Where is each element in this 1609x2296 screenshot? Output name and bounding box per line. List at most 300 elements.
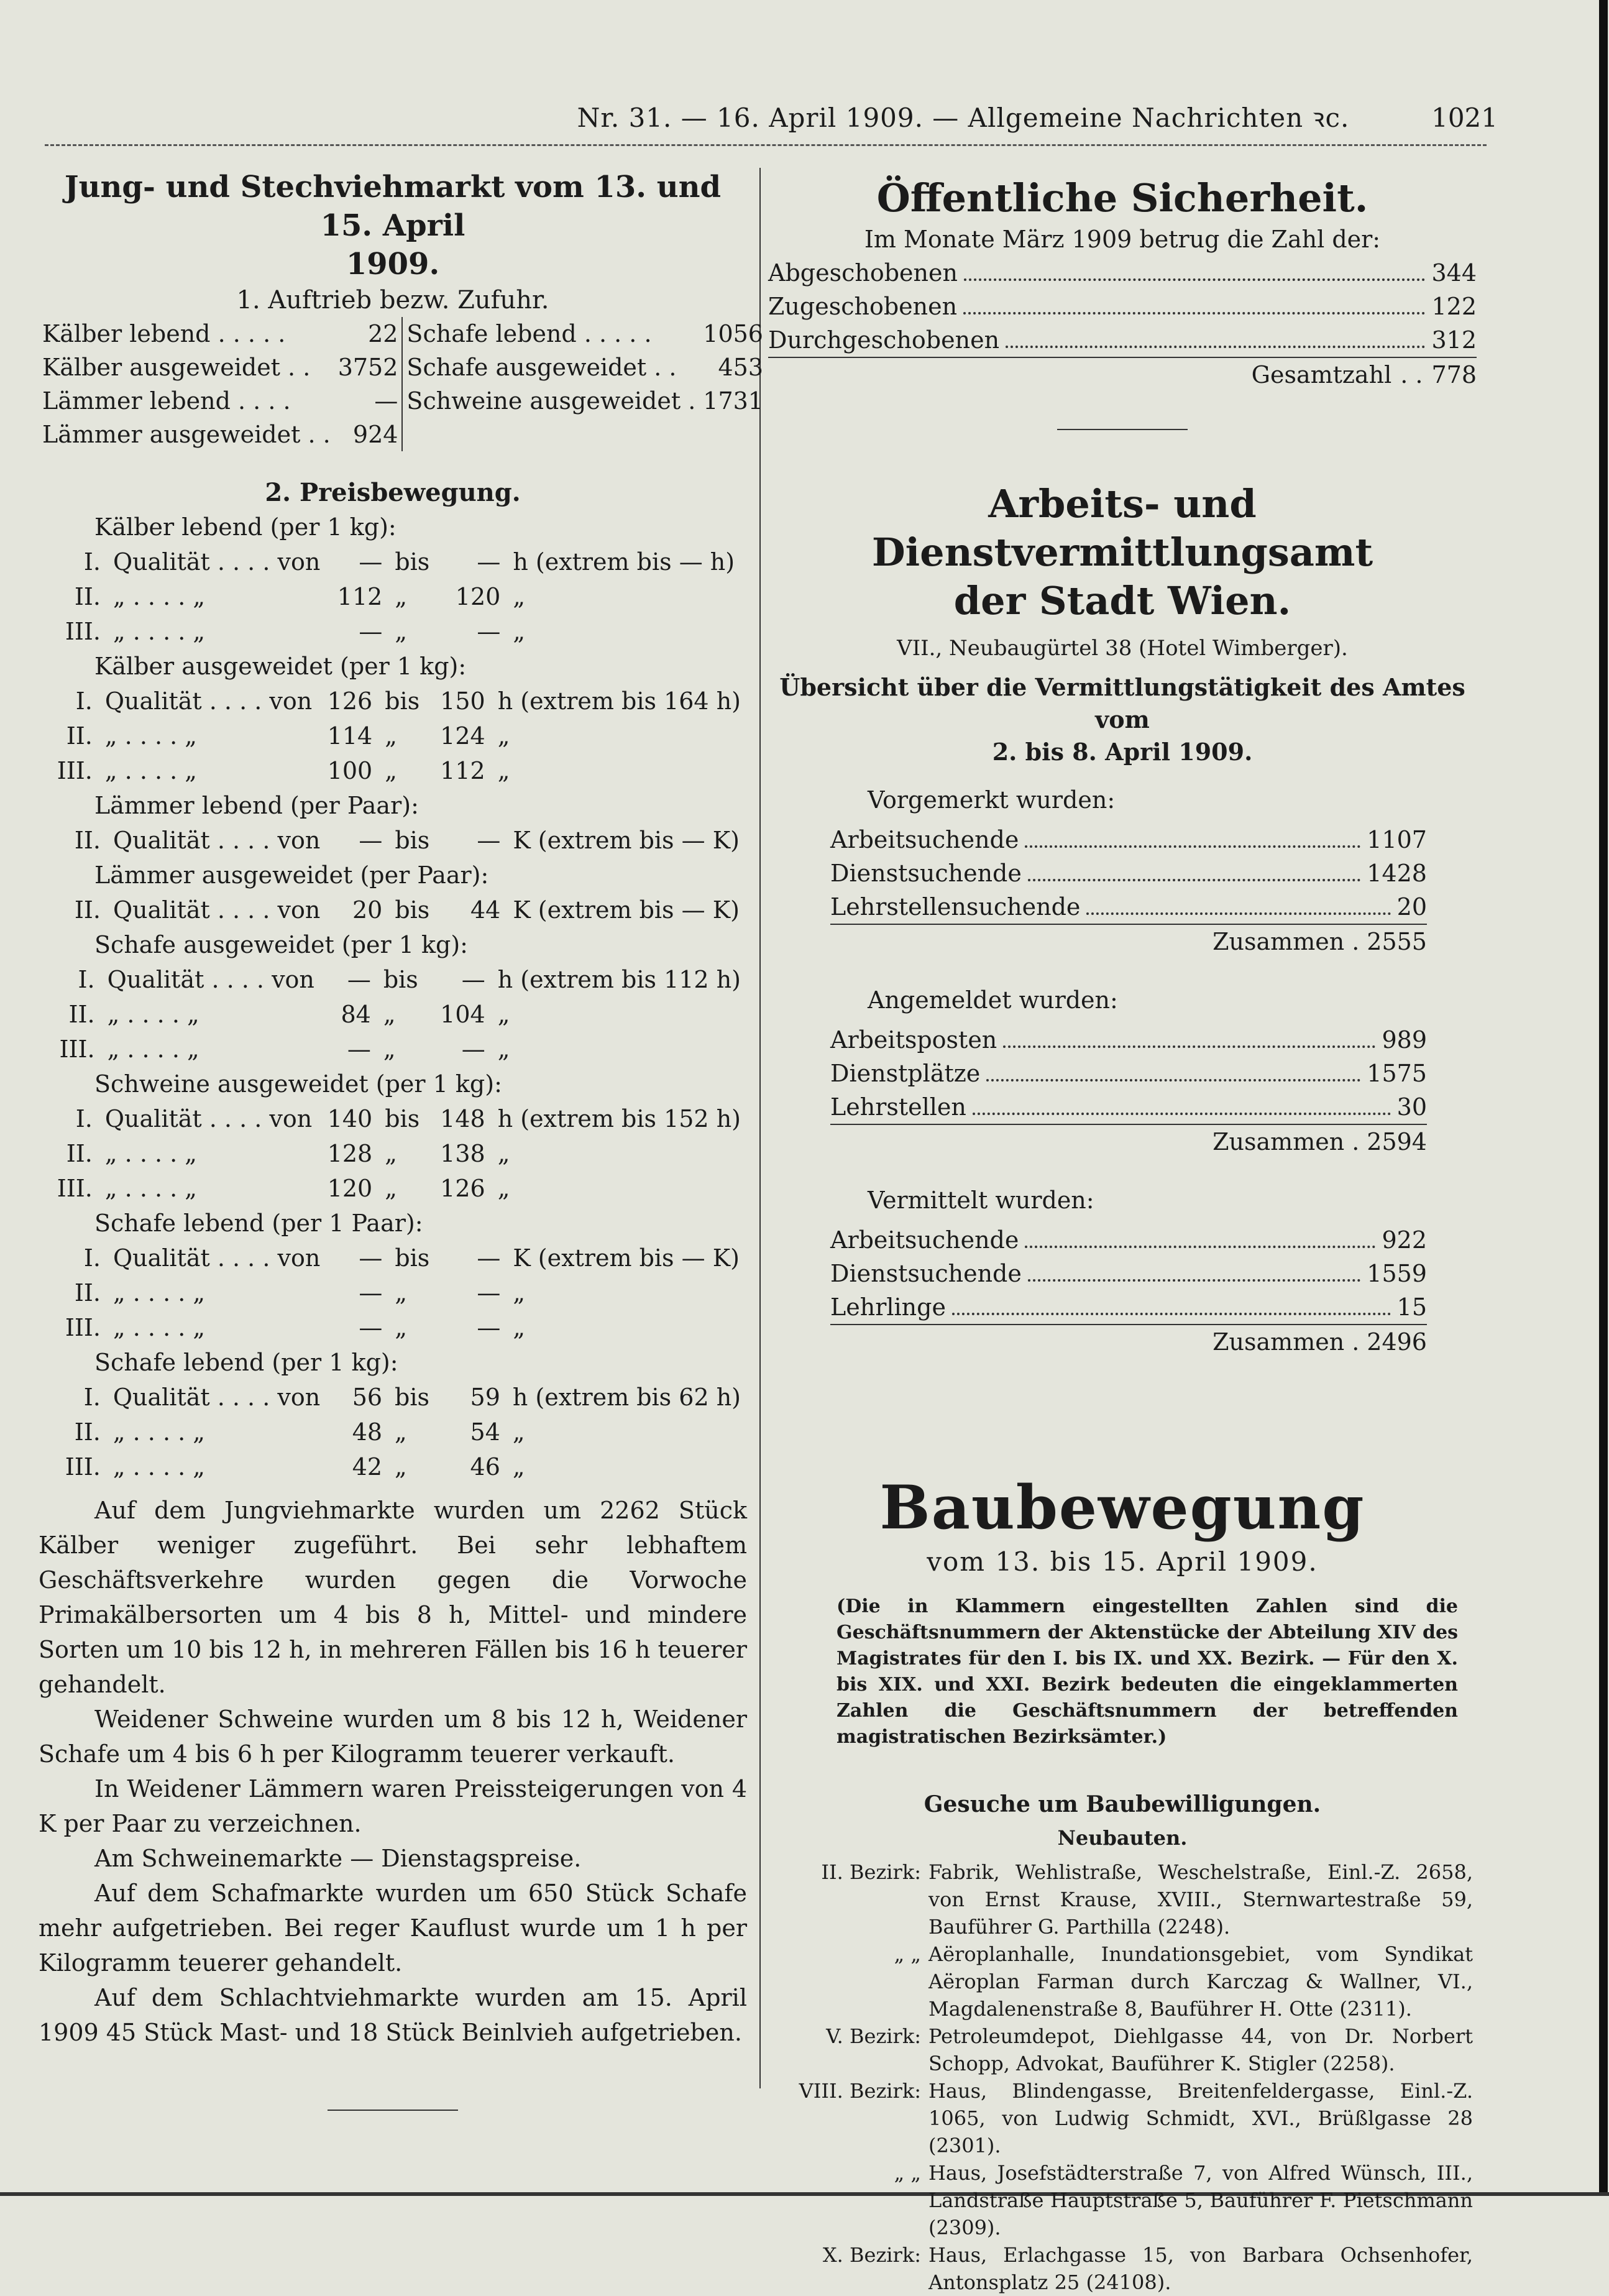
price-class: II. <box>66 1140 93 1167</box>
price-class: III. <box>65 618 101 645</box>
price-class: II. <box>74 1418 101 1446</box>
sicherheit-total-value: 778 <box>1431 361 1477 388</box>
price-bis: bis <box>385 1105 420 1132</box>
price-class: I. <box>75 1105 93 1132</box>
price-extreme: h (extrem bis 164 h) <box>497 687 741 715</box>
amt-row-label: Lehrstellen <box>830 1093 966 1121</box>
amt-row-label: Dienstplätze <box>830 1060 981 1087</box>
amt-total-value: 2555 <box>1367 928 1427 955</box>
amt-row-value: 15 <box>1396 1293 1427 1321</box>
price-to: 112 <box>440 757 485 784</box>
price-to: 126 <box>440 1175 485 1202</box>
price-from: — <box>359 618 383 645</box>
price-quality: „ . . . . „ <box>112 1453 205 1481</box>
price-from: — <box>347 1035 371 1063</box>
bezirk-key: X. Bezirk: <box>822 2243 921 2267</box>
price-from: — <box>359 1244 383 1272</box>
auftrieb-right-value <box>699 418 767 451</box>
price-bis: „ <box>395 1279 408 1306</box>
amt-overview <box>768 671 1477 768</box>
leader-dots <box>952 1313 1391 1315</box>
amt-block <box>830 783 1427 958</box>
baubewegung-title: Baubewegung <box>879 1472 1365 1543</box>
price-extreme: „ <box>497 722 510 750</box>
price-bis: bis <box>383 966 418 993</box>
price-class: III. <box>57 757 93 784</box>
leader-dots <box>1003 1045 1375 1048</box>
price-group-heading: Schweine ausgeweidet (per 1 kg): <box>94 1070 502 1098</box>
price-quality: Qualität . . . . von <box>112 1384 321 1411</box>
report-paragraph: Auf dem Schafmarkte wurden um 650 Stück Schafe mehr aufgetrieben. Bei reger Kauflust wurde um 1 h per Kilogramm teuerer gehandelt. <box>39 1880 747 1977</box>
price-row <box>39 1449 747 1484</box>
price-class: III. <box>59 1035 95 1063</box>
price-from: 84 <box>341 1001 371 1028</box>
bezirk-key: II. Bezirk: <box>821 1860 921 1884</box>
price-row <box>39 1171 747 1206</box>
price-to: 46 <box>470 1453 500 1481</box>
price-row <box>39 823 746 858</box>
price-class: II. <box>68 1001 95 1028</box>
price-bis: bis <box>395 896 430 924</box>
bezirk-text: Haus, Blindengasse, Breitenfeldergasse, Einl.-Z. 1065, von Ludwig Schmidt, XVI., Brüßlgasse 28 (2301). <box>928 2079 1473 2157</box>
price-from: 114 <box>327 722 373 750</box>
price-from: — <box>359 1314 383 1341</box>
price-bis: „ <box>383 1035 396 1063</box>
amt-row-label: Dienstsuchende <box>830 1260 1022 1287</box>
amt-row-label: Lehrstellensuchende <box>830 893 1081 921</box>
amt-row-value: 1107 <box>1367 826 1427 853</box>
price-extreme: „ <box>512 1418 525 1446</box>
price-extreme: „ <box>513 583 526 610</box>
market-title-line2: 1909. <box>346 247 440 282</box>
price-row <box>39 962 747 997</box>
amt-row-value: 989 <box>1382 1026 1427 1054</box>
price-row <box>39 1415 747 1449</box>
price-to: 59 <box>470 1384 500 1411</box>
report-paragraph: Auf dem Jungviehmarkte wurden um 2262 Stück Kälber weniger zugeführt. Bei sehr lebhaftem Geschäftsverkehre wurden gegen die Vorwoche Primakälbersorten um 4 bis 8 h, Mittel- und mindere Sorten um 10 bis 12 h, in mehreren Fällen bis 16 h teuerer gehandelt. <box>39 1497 747 1698</box>
price-quality: Qualität . . . . von <box>113 548 321 576</box>
price-bis: „ <box>385 722 397 750</box>
auftrieb-left-label: Lämmer ausgeweidet . . <box>42 421 331 448</box>
report-paragraph: In Weidener Lämmern waren Preissteigerungen von 4 K per Paar zu verzeichnen. <box>39 1775 747 1837</box>
price-class: I. <box>78 966 95 993</box>
amt-row <box>830 1090 1427 1125</box>
price-to: — <box>477 827 501 854</box>
auftrieb-right-value: 1731 <box>703 387 763 415</box>
amt-block-heading: Angemeldet wurden: <box>868 986 1118 1014</box>
price-row <box>39 1032 747 1067</box>
price-quality: Qualität . . . . von <box>113 1244 321 1272</box>
amt-title-line2: der Stadt Wien. <box>953 578 1291 623</box>
bezirk-entry <box>768 1858 1477 1940</box>
report-paragraph: Am Schweinemarkte — Dienstagspreise. <box>94 1845 582 1872</box>
price-to: 148 <box>440 1105 485 1132</box>
amt-total-row <box>830 1125 1427 1159</box>
amt-statistics <box>768 783 1477 1359</box>
price-quality: Qualität . . . . von <box>104 687 313 715</box>
price-row <box>39 614 741 649</box>
price-row <box>39 997 747 1032</box>
price-from: — <box>359 827 383 854</box>
amt-row-value: 1559 <box>1367 1260 1427 1287</box>
sicherheit-total-label: Gesamtzahl <box>1251 361 1392 388</box>
report-paragraph: Weidener Schweine wurden um 8 bis 12 h, Weidener Schafe um 4 bis 6 h per Kilogramm teuerer verkauft. <box>39 1706 747 1768</box>
amt-row-value: 1575 <box>1367 1060 1427 1087</box>
price-to: — <box>477 1244 501 1272</box>
preis-heading: 2. Preisbewegung. <box>265 478 521 507</box>
price-extreme: h (extrem bis 62 h) <box>512 1384 741 1411</box>
auftrieb-row <box>39 351 767 384</box>
price-row <box>39 719 747 753</box>
total-dot: . <box>1352 1328 1360 1356</box>
price-extreme: K (extrem bis — K) <box>513 896 740 924</box>
sicherheit-row <box>768 290 1477 323</box>
bezirk-entry <box>768 2077 1477 2159</box>
price-extreme: „ <box>497 1175 510 1202</box>
amt-row <box>830 856 1427 890</box>
price-to: 44 <box>470 896 501 924</box>
auftrieb-row <box>39 418 767 451</box>
section-end-rule <box>328 2110 458 2111</box>
price-from: — <box>359 1279 383 1306</box>
price-quality: „ . . . . „ <box>113 1314 206 1341</box>
price-row <box>39 1380 747 1415</box>
price-bis: bis <box>385 687 420 715</box>
sicherheit-value: 122 <box>1431 293 1477 320</box>
bezirk-text: Aëroplanhalle, Inundationsgebiet, vom Syndikat Aëroplan Farman durch Karczag & Wallner, VI., Magdalenenstraße 8, Bauführer H. Otte (2311). <box>928 1942 1473 2021</box>
price-extreme: „ <box>497 1140 510 1167</box>
price-bis: „ <box>395 1418 407 1446</box>
price-class: II. <box>74 583 101 610</box>
price-quality: „ . . . . „ <box>104 757 197 784</box>
bezirk-text: Haus, Erlachgasse 15, von Barbara Ochsenhofer, Antonsplatz 25 (24108). <box>928 2243 1473 2294</box>
sicherheit-label: Durchgeschobenen <box>768 326 1000 354</box>
auftrieb-right-label: Schafe ausgeweidet . . <box>402 351 699 384</box>
amt-row <box>830 1057 1427 1090</box>
price-quality: Qualität . . . . von <box>113 896 321 924</box>
price-quality: Qualität . . . . von <box>104 1105 313 1132</box>
price-group-heading: Lämmer lebend (per Paar): <box>94 792 419 819</box>
price-bis: „ <box>395 618 408 645</box>
leader-dots <box>964 278 1426 281</box>
price-extreme: „ <box>513 1314 526 1341</box>
bezirk-entry <box>768 2159 1477 2241</box>
auftrieb-left-value: — <box>374 387 398 415</box>
amt-total-label: Zusammen <box>1212 928 1345 955</box>
auftrieb-left-label: Kälber lebend . . . . . <box>42 320 286 347</box>
page-number: 1021 <box>1431 103 1498 133</box>
price-extreme: h (extrem bis 112 h) <box>497 966 741 993</box>
sicherheit-label: Abgeschobenen <box>768 259 958 287</box>
leader-dots <box>986 1079 1360 1081</box>
price-row <box>39 684 747 719</box>
amt-row-label: Dienstsuchende <box>830 860 1022 887</box>
sicherheit-intro: Im Monate März 1909 betrug die Zahl der: <box>864 226 1381 253</box>
price-to: 150 <box>440 687 485 715</box>
amt-block <box>830 983 1427 1159</box>
price-group-heading: Schafe ausgeweidet (per 1 kg): <box>94 931 468 958</box>
price-quality: „ . . . . „ <box>104 1175 197 1202</box>
sicherheit-label: Zugeschobenen <box>768 293 958 320</box>
sicherheit-row <box>768 323 1477 358</box>
baubewegung-note: (Die in Klammern eingestellten Zahlen sind die Geschäftsnummern der Aktenstücke der Abteilung XIV des Magistrates für den I. bis IX. und XX. Bezirk. — Für den X. bis XIX. und XXI. Bezirk bedeuten die eingeklammerten Zahlen die Geschäftsnummern der betreffenden magistratischen Bezirksämter.) <box>837 1596 1458 1748</box>
price-class: III. <box>65 1314 101 1341</box>
price-quality: „ . . . . „ <box>113 583 206 610</box>
bezirk-entry <box>768 2023 1477 2077</box>
leader-dots <box>1028 879 1360 881</box>
price-class: II. <box>74 896 101 924</box>
report-paragraph: Auf dem Schlachtviehmarkte wurden am 15. April 1909 45 Stück Mast- und 18 Stück Beinlvieh aufgetrieben. <box>39 1984 747 2046</box>
price-bis: „ <box>385 1140 397 1167</box>
amt-row-value: 20 <box>1396 893 1427 921</box>
price-quality: „ . . . . „ <box>104 1140 197 1167</box>
price-group-heading: Kälber lebend (per 1 kg): <box>94 513 397 541</box>
auftrieb-table <box>39 317 767 451</box>
bezirk-text: Fabrik, Wehlistraße, Weschelstraße, Einl.-Z. 2658, von Ernst Krause, XVIII., Sternwartestraße 59, Bauführer G. Parthilla (2248). <box>928 1860 1473 1939</box>
price-to: 124 <box>440 722 485 750</box>
price-to: 104 <box>440 1001 485 1028</box>
auftrieb-row <box>39 384 767 418</box>
bezirk-table <box>768 1858 1477 2296</box>
price-bis: „ <box>385 757 397 784</box>
price-table <box>39 962 747 1067</box>
auftrieb-right-label <box>402 418 699 451</box>
auftrieb-row <box>39 317 767 351</box>
bezirk-entry <box>768 2241 1477 2296</box>
amt-total-row <box>830 1325 1427 1359</box>
running-header: Nr. 31. — 16. April 1909. — Allgemeine Nachrichten ꝛc. <box>577 103 1350 133</box>
amt-block-heading: Vermittelt wurden: <box>868 1187 1094 1214</box>
price-row <box>39 753 747 788</box>
price-from: — <box>359 548 383 576</box>
price-to: — <box>461 1035 485 1063</box>
price-table <box>39 1101 747 1206</box>
price-class: I. <box>83 1384 101 1411</box>
price-extreme: h (extrem bis — h) <box>513 548 735 576</box>
total-dots: . . <box>1400 361 1423 388</box>
amt-row <box>830 890 1427 925</box>
leader-dots <box>1025 1246 1375 1248</box>
auftrieb-left-value: 924 <box>352 421 398 448</box>
market-report <box>39 1493 747 2050</box>
total-dot: . <box>1352 1128 1360 1155</box>
price-class: III. <box>65 1453 101 1481</box>
price-group-heading: Schafe lebend (per 1 Paar): <box>94 1210 423 1237</box>
price-from: 126 <box>327 687 373 715</box>
amt-row-value: 30 <box>1396 1093 1427 1121</box>
price-quality: „ . . . . „ <box>112 1418 205 1446</box>
price-row <box>39 1136 747 1171</box>
bezirk-key: „ „ <box>894 1942 921 1966</box>
market-title-line1: Jung- und Stechviehmarkt vom 13. und 15. April <box>64 170 722 243</box>
price-extreme: „ <box>497 1035 510 1063</box>
price-group-heading: Lämmer ausgeweidet (per Paar): <box>94 861 489 889</box>
price-bis: „ <box>383 1001 396 1028</box>
price-class: II. <box>66 722 93 750</box>
amt-total-row <box>830 925 1427 958</box>
price-to: — <box>477 1279 501 1306</box>
price-groups <box>39 510 747 1484</box>
price-to: 54 <box>470 1418 500 1446</box>
price-table <box>39 823 746 858</box>
price-bis: bis <box>395 1244 430 1272</box>
amt-title-line1: Arbeits- und Dienstvermittlungsamt <box>871 481 1373 575</box>
price-row <box>39 893 746 927</box>
auftrieb-right-label: Schweine ausgeweidet . <box>402 384 699 418</box>
price-quality: „ . . . . „ <box>113 1279 206 1306</box>
sicherheit-row <box>768 256 1477 290</box>
price-table <box>39 684 747 788</box>
price-to: — <box>461 966 485 993</box>
amt-total-label: Zusammen <box>1212 1328 1345 1356</box>
auftrieb-left-value: 3752 <box>337 354 398 381</box>
amt-row-label: Arbeitsuchende <box>830 1226 1019 1254</box>
price-extreme: „ <box>512 1453 525 1481</box>
price-extreme: K (extrem bis — K) <box>513 1244 740 1272</box>
price-table <box>39 893 746 927</box>
price-table <box>39 544 741 649</box>
sicherheit-total-row <box>768 358 1477 392</box>
scan-edge <box>1599 0 1608 2196</box>
price-from: 112 <box>337 583 383 610</box>
price-quality: „ . . . . „ <box>104 722 197 750</box>
gesuche-heading: Gesuche um Baubewilligungen. <box>924 1791 1321 1817</box>
price-to: — <box>477 1314 501 1341</box>
price-row <box>39 1275 746 1310</box>
amt-total-label: Zusammen <box>1212 1128 1345 1155</box>
price-from: 42 <box>352 1453 383 1481</box>
price-to: — <box>477 548 501 576</box>
auftrieb-left-label: Kälber ausgeweidet . . <box>42 354 311 381</box>
price-class: II. <box>74 827 101 854</box>
price-row <box>39 1310 746 1345</box>
price-bis: „ <box>395 583 408 610</box>
auftrieb-heading: 1. Auftrieb bezw. Zufuhr. <box>236 286 549 315</box>
column-divider <box>759 168 761 2088</box>
auftrieb-right-value: 453 <box>718 354 763 381</box>
amt-row-value: 1428 <box>1367 860 1427 887</box>
price-quality: Qualität . . . . von <box>107 966 314 993</box>
price-from: 48 <box>352 1418 383 1446</box>
price-from: 128 <box>327 1140 373 1167</box>
bezirk-text: Haus, Josefstädterstraße 7, von Alfred Wünsch, III., Landstraße Hauptstraße 5, Bauführer F. Pietschmann (2309). <box>928 2161 1473 2239</box>
price-to: 120 <box>455 583 501 610</box>
price-table <box>39 1241 746 1345</box>
auftrieb-left-value: 22 <box>368 320 398 347</box>
amt-overview-line2: 2. bis 8. April 1909. <box>992 738 1253 766</box>
auftrieb-right-label: Schafe lebend . . . . . <box>402 317 699 351</box>
price-from: 20 <box>352 896 383 924</box>
sicherheit-value: 344 <box>1431 259 1477 287</box>
auftrieb-right-value: 1056 <box>703 320 763 347</box>
left-column <box>39 168 763 2111</box>
price-row <box>39 1101 747 1136</box>
price-bis: bis <box>395 827 430 854</box>
price-class: III. <box>57 1175 93 1202</box>
bezirk-key: VIII. Bezirk: <box>799 2079 921 2103</box>
sicherheit-title: Öffentliche Sicherheit. <box>876 175 1368 221</box>
leader-dots <box>973 1113 1391 1115</box>
price-bis: „ <box>395 1314 408 1341</box>
amt-row-label: Lehrlinge <box>830 1293 946 1321</box>
baubewegung-subtitle: vom 13. bis 15. April 1909. <box>927 1546 1318 1577</box>
bezirk-entry <box>768 1940 1477 2023</box>
price-class: II. <box>74 1279 101 1306</box>
amt-row <box>830 1023 1427 1057</box>
price-from: 140 <box>327 1105 373 1132</box>
price-row <box>39 579 741 614</box>
price-extreme: „ <box>513 1279 526 1306</box>
price-to: — <box>477 618 501 645</box>
total-dot: . <box>1352 928 1360 955</box>
leader-dots <box>1028 1279 1360 1282</box>
sicherheit-list <box>768 256 1477 358</box>
price-from: 100 <box>327 757 373 784</box>
price-quality: Qualität . . . . von <box>113 827 321 854</box>
price-to: 138 <box>440 1140 485 1167</box>
amt-row <box>830 1223 1427 1257</box>
leader-dots <box>963 312 1425 315</box>
amt-block-heading: Vorgemerkt wurden: <box>868 786 1116 814</box>
price-bis: „ <box>385 1175 397 1202</box>
leader-dots <box>1006 346 1425 348</box>
market-title <box>39 168 747 283</box>
right-column <box>768 174 1477 2296</box>
price-quality: „ . . . . „ <box>107 1035 199 1063</box>
leader-dots <box>1086 912 1390 915</box>
price-group-heading: Schafe lebend (per 1 kg): <box>94 1349 398 1376</box>
price-table <box>39 1380 747 1484</box>
amt-row-label: Arbeitsuchende <box>830 826 1019 853</box>
price-from: 120 <box>327 1175 373 1202</box>
price-row <box>39 1241 746 1275</box>
price-from: — <box>347 966 371 993</box>
bezirk-key: „ „ <box>894 2161 921 2185</box>
price-bis: bis <box>395 548 430 576</box>
amt-row-label: Arbeitsposten <box>830 1026 997 1054</box>
amt-total-value: 2594 <box>1367 1128 1427 1155</box>
amt-title <box>768 480 1477 625</box>
price-bis: bis <box>395 1384 430 1411</box>
amt-total-value: 2496 <box>1367 1328 1427 1356</box>
amt-row <box>830 823 1427 856</box>
auftrieb-left-label: Lämmer lebend . . . . <box>42 387 291 415</box>
amt-row <box>830 1257 1427 1290</box>
price-class: I. <box>83 1244 101 1272</box>
price-from: 56 <box>352 1384 383 1411</box>
price-extreme: „ <box>513 618 526 645</box>
bezirk-text: Petroleumdepot, Diehlgasse 44, von Dr. Norbert Schopp, Advokat, Bauführer K. Stigler (2258). <box>928 2024 1473 2075</box>
amt-overview-line1: Übersicht über die Vermittlungstätigkeit des Amtes vom <box>779 673 1465 733</box>
price-class: I. <box>75 687 93 715</box>
price-extreme: K (extrem bis — K) <box>513 827 740 854</box>
amt-row <box>830 1290 1427 1325</box>
neubauten-heading: Neubauten. <box>1057 1826 1188 1850</box>
amt-address: VII., Neubaugürtel 38 (Hotel Wimberger). <box>897 636 1348 661</box>
header-rule <box>45 144 1487 146</box>
price-row <box>39 544 741 579</box>
leader-dots <box>1025 845 1360 848</box>
price-quality: „ . . . . „ <box>107 1001 199 1028</box>
sicherheit-value: 312 <box>1431 326 1477 354</box>
amt-block <box>830 1183 1427 1359</box>
price-bis: „ <box>395 1453 407 1481</box>
price-class: I. <box>83 548 101 576</box>
price-extreme: „ <box>497 757 510 784</box>
bezirk-key: V. Bezirk: <box>826 2024 921 2048</box>
price-extreme: „ <box>497 1001 510 1028</box>
price-extreme: h (extrem bis 152 h) <box>497 1105 741 1132</box>
